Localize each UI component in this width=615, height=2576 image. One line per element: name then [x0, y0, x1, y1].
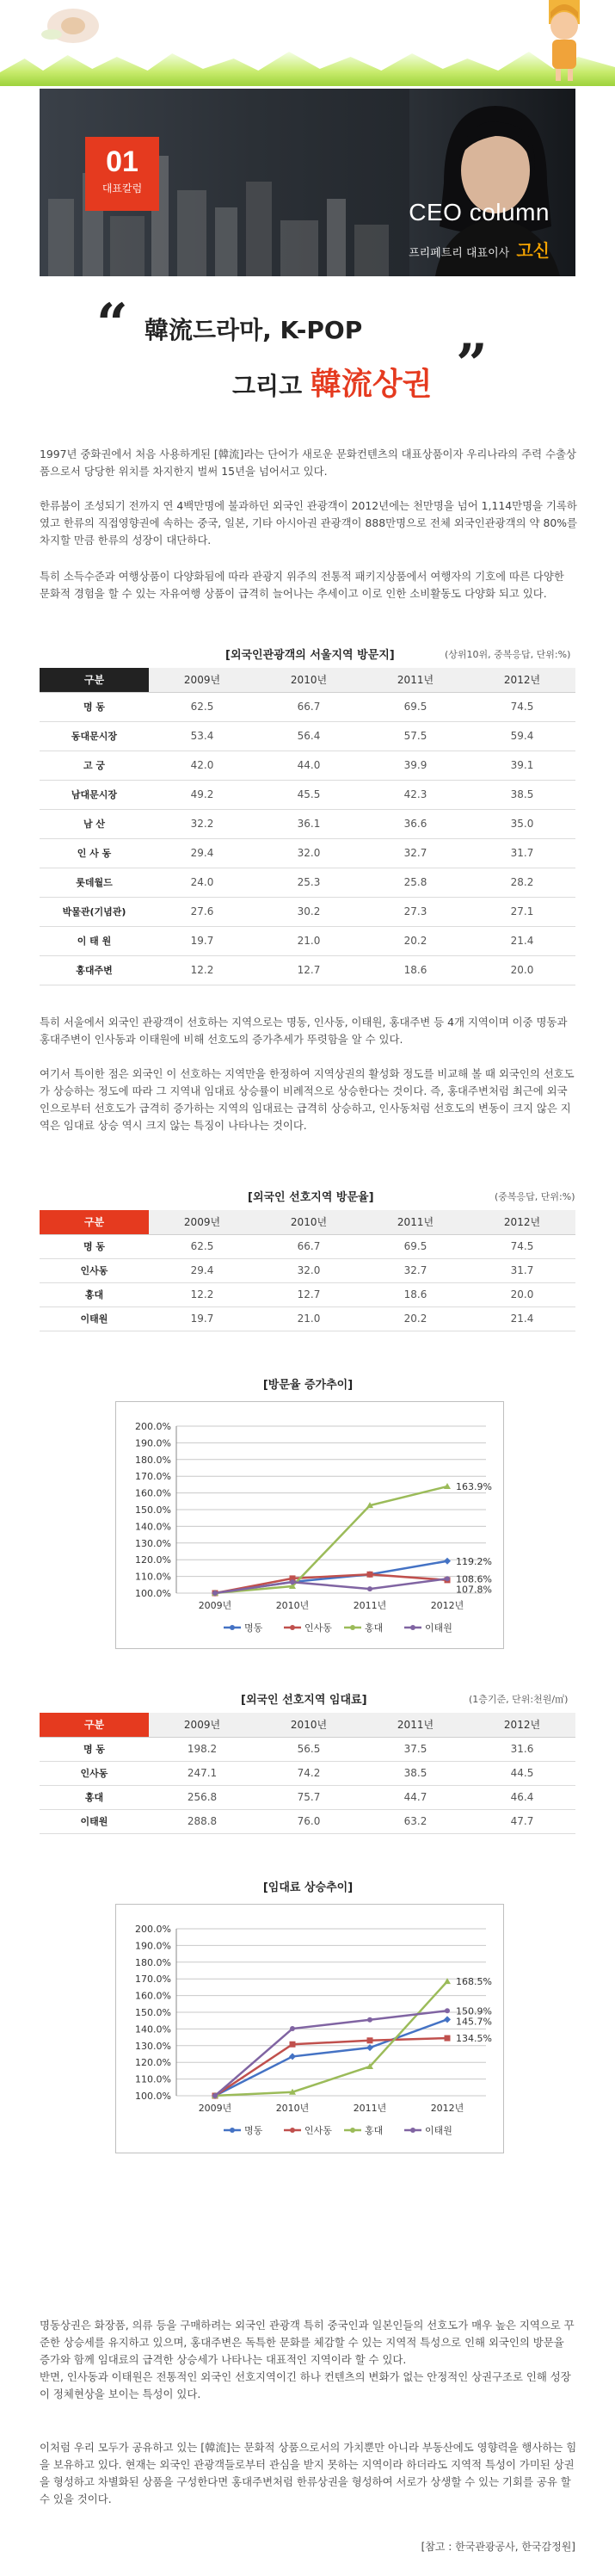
x-tick-label: 2009년 — [198, 1600, 232, 1611]
y-tick-label: 160.0% — [135, 1990, 171, 2002]
table-cell: 56.5 — [255, 1737, 362, 1761]
table-cell: 46.4 — [469, 1785, 575, 1809]
table-cell: 39.9 — [362, 751, 469, 780]
table-cell: 57.5 — [362, 721, 469, 751]
table-header-cell: 2011년 — [362, 1713, 469, 1737]
paragraph-1: 1997년 중화권에서 처음 사용하게된 [韓流]라는 단어가 새로운 문화컨텐츠의 대표상품이자 우리나라의 주력 수출상품으로서 당당한 위치를 차지한지 벌써 15년을 넘어서고 있다. — [40, 448, 576, 478]
table-cell: 21.0 — [255, 926, 362, 955]
table-cell: 12.7 — [255, 1282, 362, 1307]
table-row — [40, 897, 575, 926]
y-tick-label: 190.0% — [135, 1940, 171, 1952]
headline-line2 — [232, 360, 432, 404]
open-quote-mark: “ — [96, 292, 128, 356]
table-cell: 18.6 — [362, 1282, 469, 1307]
paragraph-6: 명동상권은 화장품, 의류 등을 구매하려는 외국인 관광객 특히 중국인과 일본인들의 선호도가 매우 높은 지역으로 꾸준한 상승세를 유지하고 있으며, 홍대주변은 독특한 문화를 체감할 수 있는 지역적 특성으로 인해 외국인의 방문율 증가와 함께 임대료의 급격한 상승세가 나타나는 대표적인 지역이라 할 수 있다. 반면, 인사동과 이태원은 전통적인 외국인 선호지역이긴 하나 컨텐츠의 변화가 없는 안정적인 상권구조로 인해 성장이 정체현상을 보이는 특성이 있다. — [40, 2319, 575, 2400]
paragraph-3: 특히 소득수준과 여행상품이 다양화됨에 따라 관광지 위주의 전통적 패키지상품에서 여행자의 기호에 따른 다양한 문화적 경험을 할 수 있는 자유여행 상품이 급격히 늘어나는 추세이고 이로 인한 소비활동도 다양화 되고 있다. — [40, 570, 564, 600]
table-cell: 홍대 — [40, 1785, 149, 1809]
table-row — [40, 1258, 575, 1282]
table-cell: 63.2 — [362, 1809, 469, 1833]
legend-entry: 홍대 — [365, 1622, 384, 1634]
table-cell: 29.4 — [149, 838, 255, 868]
legend-marker — [290, 2128, 295, 2133]
data-label: 145.7% — [456, 2016, 492, 2028]
table-header-cell: 2009년 — [149, 1210, 255, 1234]
y-tick-label: 140.0% — [135, 1521, 171, 1533]
table-cell: 31.7 — [469, 838, 575, 868]
table-cell: 75.7 — [255, 1785, 362, 1809]
table-cell: 홍대주변 — [40, 955, 149, 985]
ceo-role: 프리페트리 대표이사 — [409, 247, 510, 260]
y-tick-label: 120.0% — [135, 2057, 171, 2069]
table-cell: 53.4 — [149, 721, 255, 751]
table-cell: 고 궁 — [40, 751, 149, 780]
table-cell: 12.7 — [255, 955, 362, 985]
table-cell: 69.5 — [362, 692, 469, 721]
paragraph-7: 이처럼 우리 모두가 공유하고 있는 [韓流]는 문화적 상품으로서의 가치뿐만 아니라 부동산에도 영향력을 행사하는 힘을 보유하고 있다. 현재는 외국인 관광객들로부터 관심을 받지 못하는 지역이라 하더라도 지역적 특성이 가미된 상권을 형성하고 차별화된 상품을 구성한다면 홍대주변처럼 한류상권을 형성하여 서로가 상생할 수 있는 기회를 공유 할 수 있을 것이다. — [40, 2441, 577, 2505]
data-point — [367, 1572, 373, 1578]
legend-marker — [290, 1625, 295, 1630]
y-tick-label: 170.0% — [135, 1974, 171, 1986]
chart2-container — [115, 1904, 504, 2153]
y-tick-label: 110.0% — [135, 2073, 171, 2085]
headline-line1: 韓流드라마, K-POP — [145, 316, 363, 344]
x-tick-label: 2012년 — [430, 1600, 464, 1611]
legend-marker — [230, 1625, 235, 1630]
legend-entry: 인사동 — [304, 2125, 332, 2136]
table-header-cell: 2012년 — [469, 1210, 575, 1234]
table-row — [40, 1737, 575, 1761]
table-cell: 62.5 — [149, 692, 255, 721]
data-point — [445, 2008, 450, 2013]
table-header-cell: 2012년 — [469, 1713, 575, 1737]
table-cell: 39.1 — [469, 751, 575, 780]
column-badge — [85, 137, 159, 211]
source-note: [참고 : 한국관광공사, 한국감정원] — [421, 2541, 575, 2553]
data-point — [290, 2042, 296, 2048]
data-point — [212, 2093, 218, 2098]
y-tick-label: 110.0% — [135, 1571, 171, 1583]
ceo-column-title: CEO column — [409, 199, 550, 225]
legend-entry: 명동 — [244, 1622, 263, 1634]
table-cell: 12.2 — [149, 955, 255, 985]
legend-entry: 명동 — [244, 2125, 263, 2136]
table-cell: 롯데월드 — [40, 868, 149, 897]
y-tick-label: 200.0% — [135, 1924, 171, 1935]
table-header-cell: 2010년 — [255, 1210, 362, 1234]
table-cell: 35.0 — [469, 809, 575, 838]
legend-marker — [350, 2128, 355, 2133]
table-cell: 32.0 — [255, 838, 362, 868]
data-label: 168.5% — [456, 1976, 492, 1988]
y-tick-label: 180.0% — [135, 1956, 171, 1968]
table-cell: 인 사 동 — [40, 838, 149, 868]
data-point — [444, 1558, 451, 1565]
table2-visit-rate — [40, 1210, 575, 1331]
table-cell: 20.0 — [469, 955, 575, 985]
table-cell: 31.6 — [469, 1737, 575, 1761]
table-cell: 남 산 — [40, 809, 149, 838]
x-tick-label: 2011년 — [353, 1600, 387, 1611]
table-cell: 20.0 — [469, 1282, 575, 1307]
table-row — [40, 838, 575, 868]
table-cell: 36.1 — [255, 809, 362, 838]
table-cell: 31.7 — [469, 1258, 575, 1282]
paragraph-5: 여기서 특이한 점은 외국인 이 선호하는 지역만을 한정하여 지역상권의 활성화 정도를 비교해 볼 때 외국인의 선호도가 상승하는 정도에 따라 그 지역내 임대료 상승률이 비례적으로 상승한다는 것이다. 즉, 홍대주변처럼 최근에 외국인으로부터 선호도가 급격히 증가하는 지역의 임대료는 급격히 상승하고, 인사동처럼 선호도의 변동이 크지 않은 지역은 임대료 상승 역시 크지 않는 특징이 나타나는 것이다. — [40, 1067, 575, 1132]
table-cell: 이태원 — [40, 1307, 149, 1331]
table-cell: 18.6 — [362, 955, 469, 985]
table-cell: 이태원 — [40, 1809, 149, 1833]
ceo-name: 고신 — [516, 240, 550, 261]
table-cell: 37.5 — [362, 1737, 469, 1761]
table2-title: [외국인 선호지역 방문율] — [248, 1191, 374, 1204]
table-cell: 명 동 — [40, 1234, 149, 1258]
table-row — [40, 868, 575, 897]
chart1-title: [방문율 증가추이] — [262, 1379, 354, 1392]
table-row — [40, 1809, 575, 1833]
table-row — [40, 1761, 575, 1785]
data-point — [212, 1591, 218, 1596]
data-point — [290, 1579, 295, 1585]
y-tick-label: 140.0% — [135, 2023, 171, 2035]
x-tick-label: 2011년 — [353, 2103, 387, 2114]
table-cell: 20.2 — [362, 926, 469, 955]
table-cell: 29.4 — [149, 1258, 255, 1282]
flower-illustration — [34, 0, 112, 52]
legend-entry: 이태원 — [425, 2125, 452, 2136]
table-cell: 288.8 — [149, 1809, 255, 1833]
legend-marker — [230, 2128, 235, 2133]
table-cell: 19.7 — [149, 1307, 255, 1331]
table-cell: 76.0 — [255, 1809, 362, 1833]
data-point — [367, 2017, 372, 2023]
table-cell: 44.0 — [255, 751, 362, 780]
data-label: 163.9% — [456, 1481, 492, 1493]
data-label: 107.8% — [456, 1584, 492, 1596]
ceo-byline — [409, 237, 550, 262]
table-cell: 44.5 — [469, 1761, 575, 1785]
table-cell: 49.2 — [149, 780, 255, 809]
table-cell: 20.2 — [362, 1307, 469, 1331]
data-label: 150.9% — [456, 2005, 492, 2017]
table-header-cell: 구분 — [40, 668, 149, 692]
table-cell: 32.0 — [255, 1258, 362, 1282]
y-tick-label: 100.0% — [135, 1588, 171, 1599]
x-tick-label: 2009년 — [198, 2103, 232, 2114]
legend-entry: 홍대 — [365, 2125, 384, 2136]
table-cell: 21.0 — [255, 1307, 362, 1331]
table-header-cell: 구분 — [40, 1713, 149, 1737]
table-cell: 동대문시장 — [40, 721, 149, 751]
headline-highlight: 韓流상권 — [310, 367, 433, 402]
table-cell: 이 태 원 — [40, 926, 149, 955]
table-row — [40, 1307, 575, 1331]
table-row — [40, 809, 575, 838]
table-header-cell: 2010년 — [255, 668, 362, 692]
data-label: 134.5% — [456, 2033, 492, 2045]
badge-label: 대표칼럼 — [101, 182, 143, 195]
table-row — [40, 721, 575, 751]
y-tick-label: 100.0% — [135, 2091, 171, 2102]
table-cell: 27.6 — [149, 897, 255, 926]
table-cell: 19.7 — [149, 926, 255, 955]
table-cell: 45.5 — [255, 780, 362, 809]
y-tick-label: 190.0% — [135, 1437, 171, 1449]
data-point — [445, 2035, 451, 2042]
table-cell: 28.2 — [469, 868, 575, 897]
table-header-cell: 구분 — [40, 1210, 149, 1234]
y-tick-label: 180.0% — [135, 1454, 171, 1466]
table-cell: 198.2 — [149, 1737, 255, 1761]
table-cell: 42.3 — [362, 780, 469, 809]
series-line-이태원 — [215, 2011, 447, 2096]
table-cell: 명 동 — [40, 692, 149, 721]
table-cell: 74.5 — [469, 692, 575, 721]
top-decoration — [0, 0, 615, 86]
x-tick-label: 2010년 — [275, 2103, 310, 2114]
badge-number: 01 — [106, 145, 138, 178]
table-cell: 42.0 — [149, 751, 255, 780]
table-header-row — [40, 1210, 575, 1234]
table-cell: 38.5 — [469, 780, 575, 809]
data-point — [367, 1586, 372, 1591]
table-row — [40, 1785, 575, 1809]
table-cell: 25.8 — [362, 868, 469, 897]
ceo-column-banner — [40, 89, 575, 276]
y-tick-label: 160.0% — [135, 1487, 171, 1499]
y-tick-label: 130.0% — [135, 2040, 171, 2052]
table-header-cell: 2009년 — [149, 1713, 255, 1737]
grass-decoration — [0, 52, 615, 86]
data-point — [367, 2037, 373, 2043]
table-cell: 21.4 — [469, 1307, 575, 1331]
table-cell: 25.3 — [255, 868, 362, 897]
table-row — [40, 1234, 575, 1258]
table-cell: 32.2 — [149, 809, 255, 838]
chart1-visit-rate-growth — [116, 1402, 503, 1648]
table-cell: 247.1 — [149, 1761, 255, 1785]
data-point — [444, 2016, 451, 2023]
data-point — [445, 1576, 450, 1581]
table-header-cell: 2009년 — [149, 668, 255, 692]
table-cell: 명 동 — [40, 1737, 149, 1761]
table-cell: 56.4 — [255, 721, 362, 751]
table-cell: 38.5 — [362, 1761, 469, 1785]
table-row — [40, 926, 575, 955]
paragraph-4: 특히 서울에서 외국인 관광객이 선호하는 지역으로는 명동, 인사동, 이태원, 홍대주변 등 4개 지역이며 이중 명동과 홍대주변이 인사동과 이태원에 비해 선호도의 증가추세가 뚜렷함을 알 수 있다. — [40, 1016, 568, 1046]
table-cell: 21.4 — [469, 926, 575, 955]
table-cell: 32.7 — [362, 838, 469, 868]
table-row — [40, 955, 575, 985]
table-cell: 69.5 — [362, 1234, 469, 1258]
table-header-row — [40, 668, 575, 692]
table-row — [40, 780, 575, 809]
table3-note: (1층기준, 단위:천원/㎡) — [469, 1694, 569, 1705]
table-cell: 32.7 — [362, 1258, 469, 1282]
legend-marker — [410, 2128, 415, 2133]
table-cell: 30.2 — [255, 897, 362, 926]
x-tick-label: 2010년 — [275, 1600, 310, 1611]
legend-marker — [350, 1625, 355, 1630]
series-line-명동 — [215, 2019, 447, 2096]
table3-rent — [40, 1713, 575, 1834]
x-tick-label: 2012년 — [430, 2103, 464, 2114]
table-header-cell: 2011년 — [362, 1210, 469, 1234]
table-cell: 박물관(기념관) — [40, 897, 149, 926]
chart2-rent-growth — [116, 1905, 503, 2153]
table-row — [40, 692, 575, 721]
data-label: 108.6% — [456, 1573, 492, 1585]
table-cell: 256.8 — [149, 1785, 255, 1809]
table-header-cell: 2011년 — [362, 668, 469, 692]
legend-entry: 인사동 — [304, 1622, 332, 1634]
data-point — [290, 2026, 295, 2031]
y-tick-label: 130.0% — [135, 1537, 171, 1549]
table1-seoul-destinations — [40, 668, 575, 985]
table-cell: 59.4 — [469, 721, 575, 751]
table-cell: 24.0 — [149, 868, 255, 897]
data-label: 119.2% — [456, 1555, 492, 1567]
table2-note: (중복응답, 단위:%) — [495, 1191, 575, 1202]
close-quote-mark: ” — [456, 332, 488, 397]
table-header-cell: 2012년 — [469, 668, 575, 692]
table-cell: 12.2 — [149, 1282, 255, 1307]
table-cell: 인사동 — [40, 1258, 149, 1282]
girl-illustration — [540, 0, 588, 83]
table-cell: 66.7 — [255, 1234, 362, 1258]
table-cell: 74.2 — [255, 1761, 362, 1785]
headline-prefix: 그리고 — [232, 372, 303, 400]
y-tick-label: 170.0% — [135, 1471, 171, 1483]
table-row — [40, 1282, 575, 1307]
y-tick-label: 150.0% — [135, 2007, 171, 2018]
table-cell: 홍대 — [40, 1282, 149, 1307]
paragraph-2: 한류붐이 조성되기 전까지 연 4백만명에 불과하던 외국인 관광객이 2012년에는 천만명을 넘어 1,114만명을 기록하였고 한류의 직접영향권에 속하는 중국, 일본, 기타 아시아권 관광객이 888만명으로 전체 외국인관광객의 약 80%를 차지할 만큼 한류의 성장이 대단하다. — [40, 499, 577, 547]
table-cell: 47.7 — [469, 1809, 575, 1833]
table-cell: 62.5 — [149, 1234, 255, 1258]
y-tick-label: 120.0% — [135, 1554, 171, 1566]
legend-marker — [410, 1625, 415, 1630]
table1-note: (상위10위, 중복응답, 단위:%) — [445, 649, 571, 660]
table-row — [40, 751, 575, 780]
table-cell: 36.6 — [362, 809, 469, 838]
table-header-cell: 2010년 — [255, 1713, 362, 1737]
y-tick-label: 150.0% — [135, 1504, 171, 1516]
table1-title: [외국인관광객의 서울지역 방문지] — [225, 649, 395, 662]
table-cell: 남대문시장 — [40, 780, 149, 809]
table3-title: [외국인 선호지역 임대료] — [241, 1694, 367, 1707]
chart2-title: [임대료 상승추이] — [262, 1881, 354, 1894]
table-cell: 74.5 — [469, 1234, 575, 1258]
table-cell: 27.1 — [469, 897, 575, 926]
table-cell: 66.7 — [255, 692, 362, 721]
legend-entry: 이태원 — [425, 1622, 452, 1634]
chart1-container — [115, 1401, 504, 1649]
table-cell: 인사동 — [40, 1761, 149, 1785]
y-tick-label: 200.0% — [135, 1421, 171, 1432]
table-cell: 27.3 — [362, 897, 469, 926]
table-header-row — [40, 1713, 575, 1737]
table-cell: 44.7 — [362, 1785, 469, 1809]
